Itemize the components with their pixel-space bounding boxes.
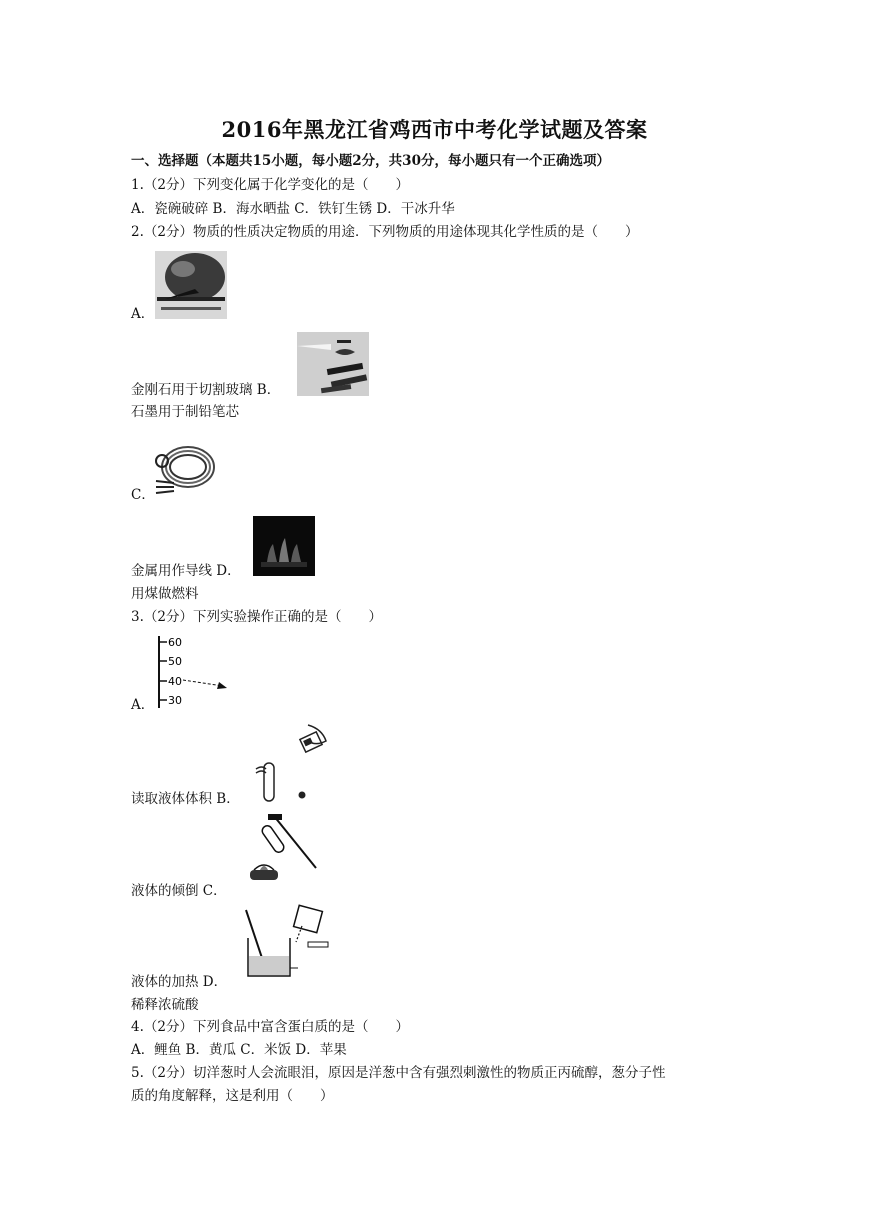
cylinder-mark-40: 40 (168, 675, 182, 688)
question-3-option-b-caption-c: 液体的倾倒 C． (131, 883, 227, 899)
section-heading: 一、选择题（本题共15小题，每小题2分，共30分，每小题只有一个正确选项） (131, 153, 610, 169)
question-2-option-a-letter: A． (131, 306, 155, 322)
liquid-heating-image (240, 812, 320, 888)
question-2-option-b-caption: 石墨用于制铅笔芯 (131, 404, 239, 420)
question-3-option-a-caption-b: 读取液体体积 B． (131, 791, 240, 807)
liquid-pouring-image (252, 721, 334, 805)
graphite-pencil-image (297, 332, 369, 396)
question-3-option-c-caption-d: 液体的加热 D． (131, 974, 228, 990)
metal-wire-image (152, 437, 218, 501)
question-4-stem: 4.（2分）下列食品中富含蛋白质的是（ ） (131, 1019, 409, 1035)
question-2-option-c-letter: C． (131, 487, 155, 503)
cylinder-mark-60: 60 (168, 636, 182, 649)
question-5-stem-line-2: 质的角度解释，这是利用（ ） (131, 1088, 334, 1104)
cylinder-mark-50: 50 (168, 655, 182, 668)
diamond-glass-cutting-image (155, 251, 227, 319)
question-4-options: A．鲤鱼 B．黄瓜 C．米饭 D．苹果 (131, 1042, 347, 1058)
cylinder-mark-30: 30 (168, 694, 182, 707)
question-3-option-a-letter: A． (131, 697, 155, 713)
question-3-option-d-caption: 稀释浓硫酸 (131, 997, 199, 1013)
question-2-option-a-caption-b: 金刚石用于切割玻璃 B． (131, 382, 281, 398)
page-title: 2016年黑龙江省鸡西市中考化学试题及答案 (221, 117, 648, 142)
question-2-option-d-caption: 用煤做燃料 (131, 586, 199, 602)
question-1-stem: 1.（2分）下列变化属于化学变化的是（ ） (131, 177, 409, 193)
acid-dilution-image (238, 904, 336, 982)
question-1-options: A．瓷碗破碎 B．海水晒盐 C．铁钉生锈 D．干冰升华 (131, 201, 455, 217)
question-2-option-c-caption-d: 金属用作导线 D． (131, 563, 241, 579)
question-3-stem: 3.（2分）下列实验操作正确的是（ ） (131, 609, 382, 625)
coal-fire-image (253, 516, 315, 576)
graduated-cylinder-image (157, 634, 231, 710)
question-2-stem: 2.（2分）物质的性质决定物质的用途．下列物质的用途体现其化学性质的是（ ） (131, 224, 639, 240)
question-5-stem-line-1: 5.（2分）切洋葱时人会流眼泪，原因是洋葱中含有强烈刺激性的物质正丙硫醇，葱分子性 (131, 1065, 666, 1081)
